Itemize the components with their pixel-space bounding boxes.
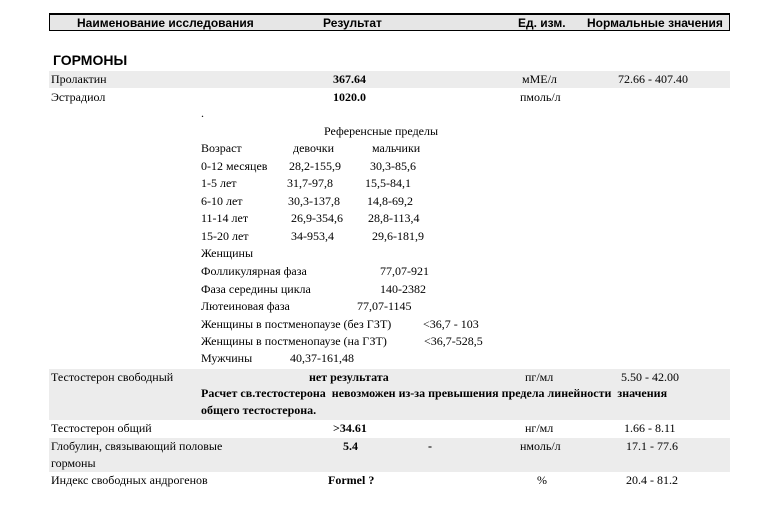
shbg-name-1: Глобулин, связывающий половые [51,439,223,453]
phase-row-2-label: Лютеиновая фаза [201,299,290,313]
fai-norm: 20.4 - 81.2 [626,473,678,487]
age-row-0-girls: 28,2-155,9 [289,159,341,173]
prolactin-unit: мМЕ/л [522,72,557,86]
reference-col-age: Возраст [201,141,242,155]
testosterone-free-norm: 5.50 - 42.00 [621,370,679,384]
age-row-0-age: 0-12 месяцев [201,159,268,173]
prolactin-result: 367.64 [333,72,366,86]
prolactin-norm: 72.66 - 407.40 [618,72,688,86]
testosterone-free-unit: пг/мл [525,370,554,384]
header-result: Результат [323,16,382,30]
age-row-4-girls: 34-953,4 [291,229,334,243]
age-row-2-girls: 30,3-137,8 [288,194,340,208]
estradiol-result: 1020.0 [333,90,366,104]
phase-row-5-label: Мужчины [201,351,253,365]
reference-title: Референсные пределы [324,124,439,138]
table-header [49,13,730,31]
age-row-3-boys: 28,8-113,4 [368,211,420,225]
shbg-flag: - [428,439,432,453]
fai-result: Formel ? [328,473,375,487]
age-row-3-age: 11-14 лет [201,211,249,225]
age-row-4-age: 15-20 лет [201,229,249,243]
age-row-2-boys: 14,8-69,2 [367,194,413,208]
phase-row-1-value: 140-2382 [380,282,426,296]
testosterone-free-result: нет результата [309,370,389,384]
estradiol-dot: . [201,106,204,120]
estradiol-name: Эстрадиол [51,90,106,104]
age-row-2-age: 6-10 лет [201,194,243,208]
age-row-1-boys: 15,5-84,1 [365,176,411,190]
phase-row-0-label: Фолликулярная фаза [201,264,307,278]
phase-row-5-value: 40,37-161,48 [290,351,354,365]
phase-row-4-label: Женщины в постменопаузе (на ГЗТ) [201,334,387,348]
phase-row-3-value: <36,7 - 103 [423,317,479,331]
header-unit: Ед. изм. [518,16,566,30]
phase-row-3-label: Женщины в постменопаузе (без ГЗТ) [201,317,392,331]
fai-name: Индекс свободных андрогенов [51,473,208,487]
shbg-norm: 17.1 - 77.6 [626,439,678,453]
age-row-3-girls: 26,9-354,6 [291,211,343,225]
shbg-unit: нмоль/л [520,439,561,453]
phase-row-1-label: Фаза середины цикла [201,282,311,296]
shbg-name-2: гормоны [51,456,96,470]
phase-row-4-value: <36,7-528,5 [424,334,483,348]
shbg-result: 5.4 [343,439,358,453]
age-row-0-boys: 30,3-85,6 [370,159,416,173]
reference-women: Женщины [201,246,254,260]
header-norm: Нормальные значения [587,16,723,30]
testosterone-total-unit: нг/мл [525,421,554,435]
phase-row-2-value: 77,07-1145 [357,299,412,313]
testosterone-total-norm: 1.66 - 8.11 [624,421,676,435]
prolactin-name: Пролактин [51,72,107,86]
testosterone-total-result: >34.61 [333,421,367,435]
age-row-4-boys: 29,6-181,9 [372,229,424,243]
phase-row-0-value: 77,07-921 [380,264,429,278]
estradiol-unit: пмоль/л [520,90,561,104]
testosterone-total-name: Тестостерон общий [51,421,152,435]
reference-col-boys: мальчики [372,141,421,155]
fai-unit: % [537,473,547,487]
testosterone-free-note-1: Расчет св.тестостерона невозможен из-за превышения предела линейности значения [201,386,668,400]
testosterone-free-note-2: общего тестостерона. [201,403,317,417]
section-title: ГОРМОНЫ [53,52,128,68]
testosterone-free-name: Тестостерон свободный [51,370,174,384]
age-row-1-girls: 31,7-97,8 [287,176,333,190]
age-row-1-age: 1-5 лет [201,176,237,190]
header-name: Наименование исследования [77,16,254,30]
reference-col-girls: девочки [293,141,334,155]
